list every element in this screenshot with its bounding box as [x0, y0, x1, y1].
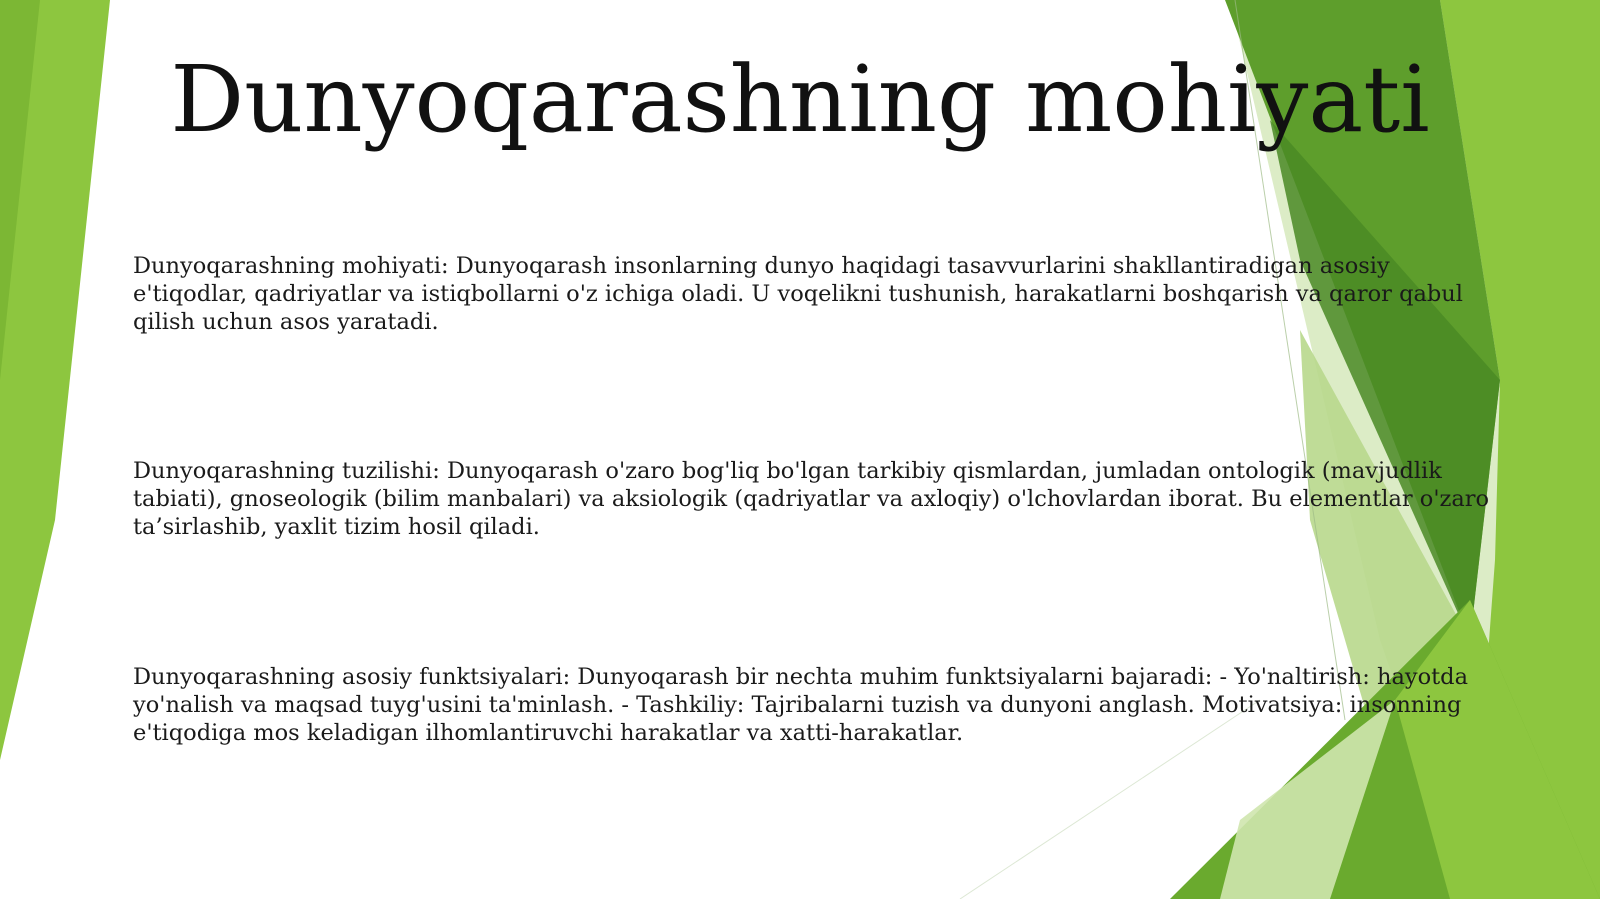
paragraph-functions: Dunyoqarashning asosiy funktsiyalari: Dunyoqarash bir nechta muhim funktsiyalarni bajaradi: - Yo'naltirish: hayotda yo'nalish va maqsad tuyg'usini ta'minlash. - Tashkiliy: Tajribalarni tuzish va dunyoni anglash. Motivatsiya: insonning e'tiqodiga mos keladigan ilhomlantiruvchi harakatlar va xatti-harakatlar. — [133, 664, 1469, 746]
paragraph-structure: Dunyoqarashning tuzilishi: Dunyoqarash o'zaro bog'liq bo'lgan tarkibiy qismlardan, jumladan ontologik (mavjudlik tabiati), gnoseologik (bilim manbalari) va aksiologik (qadriyatlar va axloqiy) o'lchovlardan iborat. Bu elementlar o'zaro ta’sirlashib, yaxlit tizim hosil qiladi. — [133, 458, 1490, 540]
slide-title: Dunyoqarashning mohiyati — [170, 46, 1430, 153]
paragraph-essence: Dunyoqarashning mohiyati: Dunyoqarash insonlarning dunyo haqidagi tasavvurlarini shakllantiradigan asosiy e'tiqodlar, qadriyatlar va istiqbollarni o'z ichiga oladi. U voqelikni tushunish, harakatlarni boshqarish va qaror qabul qilish uchun asos yaratadi. — [133, 253, 1463, 335]
